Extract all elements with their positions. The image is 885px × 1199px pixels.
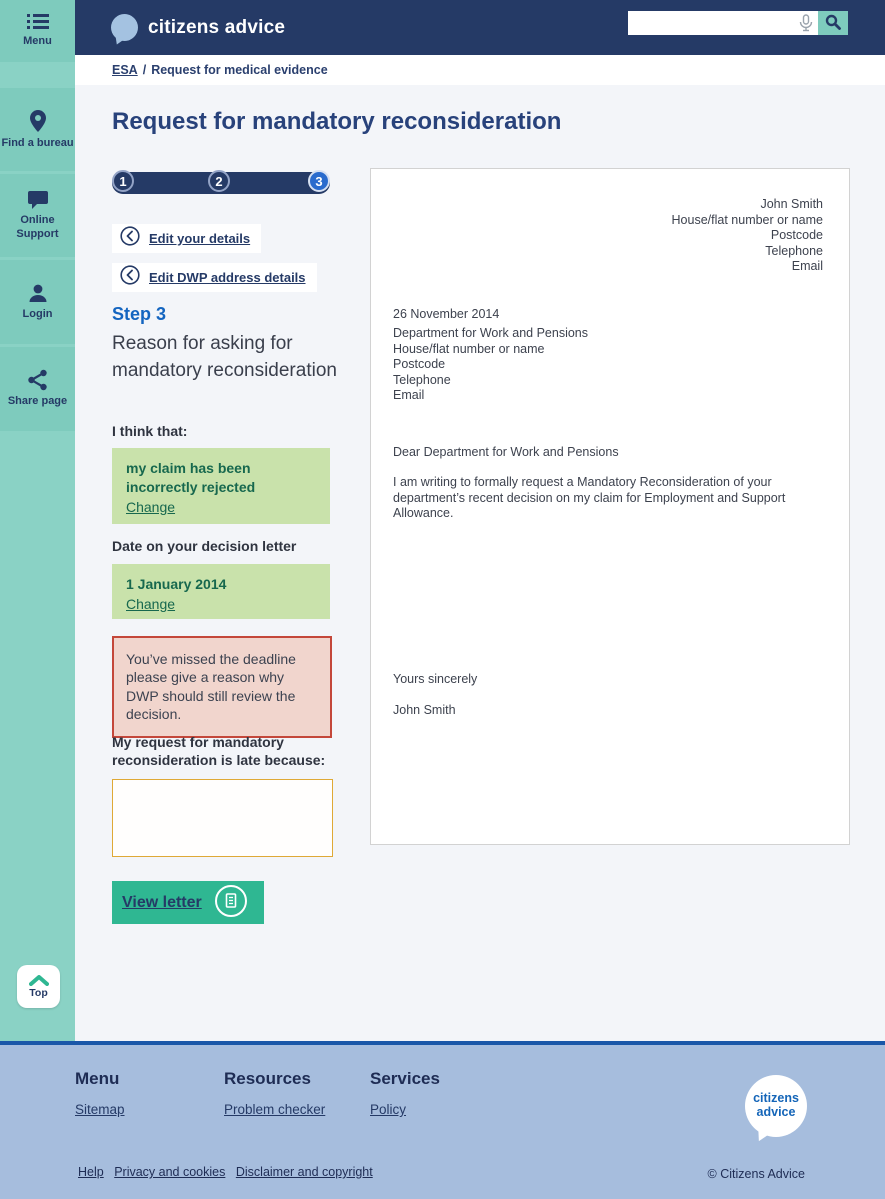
letter-recipient-block bbox=[393, 326, 823, 404]
letter-signature: John Smith bbox=[393, 703, 456, 717]
late-reason-textarea[interactable] bbox=[112, 779, 333, 857]
share-icon bbox=[27, 369, 49, 391]
change-decision-date-link[interactable]: Change bbox=[126, 595, 176, 612]
footer-bottom-links bbox=[78, 1165, 380, 1179]
breadcrumb bbox=[75, 55, 885, 85]
footer-heading: Resources bbox=[224, 1069, 311, 1088]
brand-logo-icon bbox=[111, 14, 138, 41]
footer-copyright: © Citizens Advice bbox=[707, 1167, 805, 1181]
breadcrumb-current: Request for medical evidence bbox=[151, 63, 328, 77]
search-button[interactable] bbox=[818, 11, 848, 35]
map-pin-icon bbox=[28, 109, 48, 133]
footer-link-sitemap[interactable]: Sitemap bbox=[75, 1102, 125, 1117]
letter-recipient-line: Postcode bbox=[393, 357, 446, 371]
sidebar-item-find-a-bureau[interactable] bbox=[0, 88, 75, 171]
breadcrumb-link-esa[interactable]: ESA bbox=[112, 63, 138, 77]
footer-column-menu bbox=[75, 1069, 224, 1117]
claim-reason-value: my claim has been incorrectly rejected bbox=[126, 460, 256, 495]
brand-logo[interactable] bbox=[111, 0, 285, 55]
person-icon bbox=[27, 282, 49, 304]
letter-sender-line: Postcode bbox=[770, 228, 823, 242]
footer-link-disclaimer[interactable]: Disclaimer and copyright bbox=[235, 1165, 373, 1179]
letter-recipient-line: Department for Work and Pensions bbox=[393, 326, 589, 340]
letter-sender-block bbox=[393, 197, 823, 275]
letter-date: 26 November 2014 bbox=[393, 306, 500, 321]
footer-link-help[interactable]: Help bbox=[78, 1165, 104, 1179]
brand-name: citizens advice bbox=[148, 16, 286, 38]
edit-link-label: Edit DWP address details bbox=[149, 270, 306, 285]
sidebar-item-label: Share page bbox=[7, 395, 68, 408]
footer-column-resources bbox=[224, 1069, 370, 1117]
sidebar-item-label: Menu bbox=[23, 35, 52, 48]
page-title: Request for mandatory reconsideration bbox=[112, 108, 562, 135]
sidebar-item-label: Find a bureau bbox=[1, 136, 74, 149]
citizens-advice-logo bbox=[745, 1075, 807, 1137]
decision-date-label: Date on your decision letter bbox=[112, 538, 297, 554]
edit-your-details-link[interactable] bbox=[112, 224, 261, 253]
letter-closing: Yours sincerely bbox=[393, 671, 478, 686]
decision-date-box bbox=[112, 564, 330, 619]
footer-column-services bbox=[370, 1069, 520, 1117]
sidebar-item-label: Online Support bbox=[16, 213, 59, 240]
sidebar-item-login[interactable] bbox=[0, 260, 75, 344]
footer-heading: Menu bbox=[75, 1069, 120, 1088]
view-letter-label: View letter bbox=[122, 893, 202, 911]
letter-sender-line: Email bbox=[791, 259, 823, 273]
progress-steps bbox=[112, 172, 330, 194]
step-heading: Step 3 bbox=[112, 304, 167, 324]
decision-date-value: 1 January 2014 bbox=[126, 576, 227, 592]
header bbox=[75, 0, 885, 55]
sidebar bbox=[0, 0, 75, 1041]
letter-body: I am writing to formally request a Mandatory Reconsideration of your department’s recent decision on my claim for Employment and Support Allowance. bbox=[393, 475, 786, 520]
think-that-label: I think that: bbox=[112, 423, 188, 439]
footer-heading: Services bbox=[370, 1069, 440, 1088]
chevron-left-circle-icon bbox=[120, 226, 140, 251]
letter-recipient-line: Telephone bbox=[393, 372, 451, 387]
sidebar-item-menu[interactable] bbox=[0, 0, 75, 62]
chat-bubble-icon bbox=[27, 190, 49, 210]
footer-link-policy[interactable]: Policy bbox=[370, 1102, 407, 1117]
letter-sender-line: House/flat number or name bbox=[671, 212, 823, 227]
change-claim-reason-link[interactable]: Change bbox=[126, 498, 176, 515]
letter-sender-line: Telephone bbox=[765, 243, 823, 258]
progress-step-1[interactable]: 1 bbox=[112, 170, 134, 192]
breadcrumb-separator: / bbox=[142, 63, 147, 77]
footer-link-privacy[interactable]: Privacy and cookies bbox=[114, 1165, 226, 1179]
progress-step-3[interactable]: 3 bbox=[308, 170, 330, 192]
late-reason-label: My request for mandatory reconsideration is late because: bbox=[112, 734, 326, 769]
back-to-top-button[interactable] bbox=[17, 965, 60, 1008]
footer-link-problem-checker[interactable]: Problem checker bbox=[224, 1102, 326, 1117]
letter-salutation: Dear Department for Work and Pensions bbox=[393, 444, 619, 459]
menu-list-icon bbox=[27, 13, 49, 31]
edit-link-label: Edit your details bbox=[149, 231, 251, 246]
sidebar-item-label: Login bbox=[22, 308, 53, 321]
step-subheading: Reason for asking for mandatory reconsideration bbox=[112, 333, 337, 381]
search-icon bbox=[825, 14, 841, 33]
back-to-top-label: Top bbox=[29, 987, 48, 999]
footer bbox=[0, 1041, 885, 1199]
main-content bbox=[75, 85, 885, 1041]
search-input[interactable] bbox=[628, 11, 818, 35]
claim-reason-box bbox=[112, 448, 330, 524]
search-input-wrap bbox=[628, 11, 818, 35]
search-bar bbox=[628, 11, 848, 35]
deadline-warning: You’ve missed the deadline please give a reason why DWP should still review the decision. bbox=[112, 636, 332, 738]
document-circle-icon bbox=[214, 884, 248, 921]
footer-columns bbox=[75, 1069, 520, 1117]
edit-dwp-address-details-link[interactable] bbox=[112, 263, 317, 292]
view-letter-button[interactable] bbox=[112, 881, 264, 924]
letter-sender-line: John Smith bbox=[760, 197, 823, 211]
citizens-advice-logo-text: citizens advice bbox=[753, 1091, 799, 1119]
sidebar-item-online-support[interactable] bbox=[0, 174, 75, 257]
microphone-icon[interactable] bbox=[799, 14, 813, 37]
letter-preview bbox=[370, 168, 850, 845]
letter-recipient-line: House/flat number or name bbox=[393, 341, 545, 356]
letter-recipient-line: Email bbox=[393, 388, 425, 402]
sidebar-item-share-page[interactable] bbox=[0, 347, 75, 431]
progress-step-2[interactable]: 2 bbox=[208, 170, 230, 192]
chevron-left-circle-icon bbox=[120, 265, 140, 290]
